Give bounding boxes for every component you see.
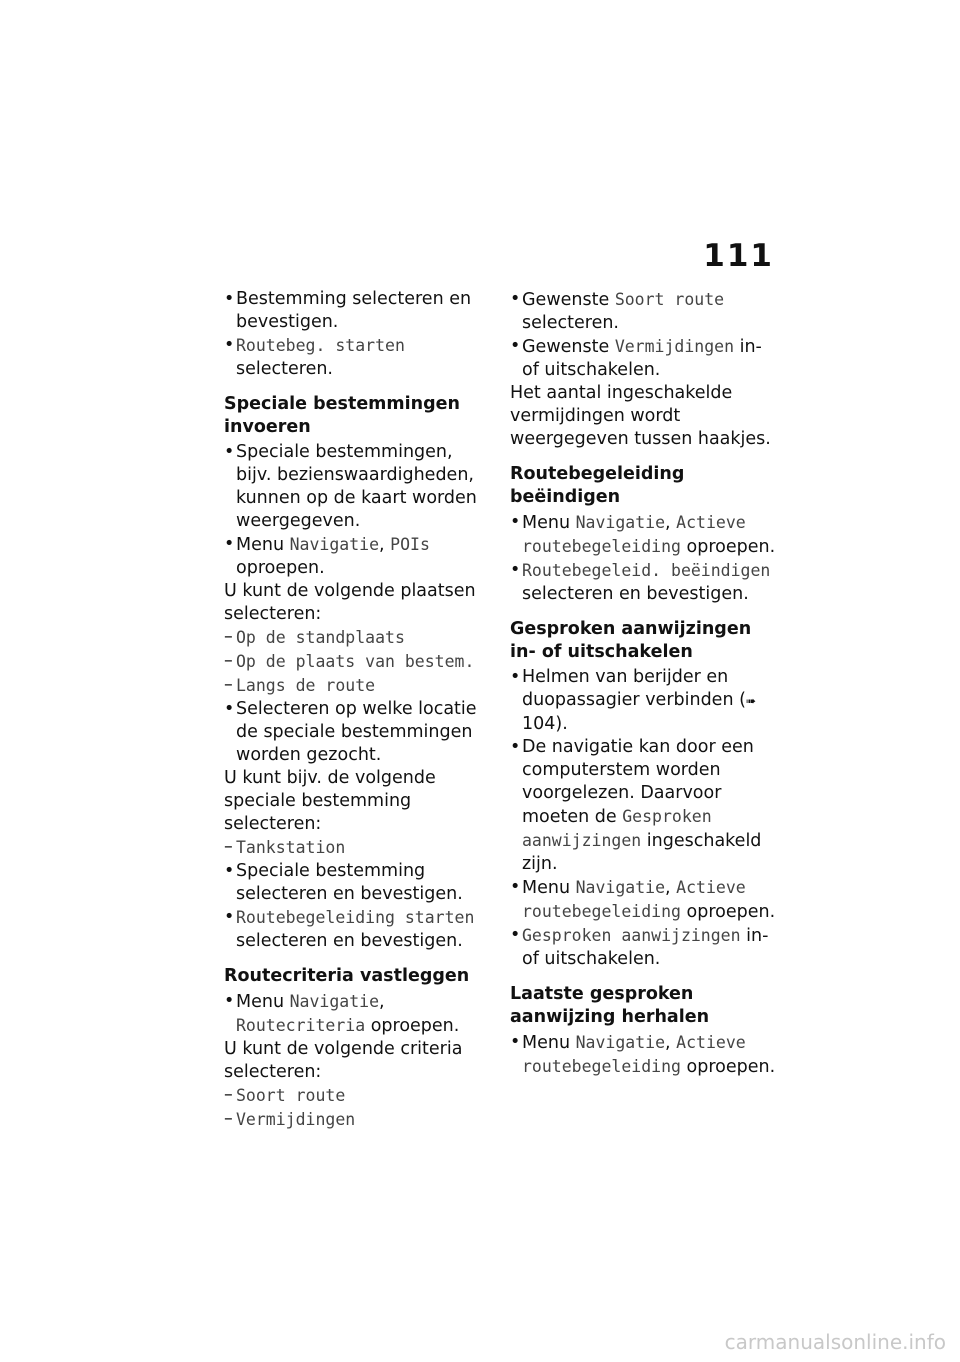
bullet-text: selecteren.: [522, 313, 619, 333]
right-column: [510, 288, 778, 1079]
page-reference-arrow-icon: ➠: [745, 694, 756, 708]
bullet-item: [224, 288, 492, 334]
bullet-item: [510, 736, 778, 876]
separator: ,: [665, 513, 677, 533]
bullet-item: [510, 1031, 778, 1079]
bullet-text: Selecteren op welke locatie de speciale bestemmingen worden gezocht.: [236, 699, 477, 765]
menu-code: Navigatie: [575, 878, 666, 897]
bullet-text: oproepen.: [680, 1057, 776, 1077]
bullet-text: Speciale bestemming selecteren en bevestigen.: [236, 861, 463, 904]
bullet-text: Menu: [522, 878, 576, 898]
bullet-item: [224, 698, 492, 767]
dash-item: [224, 1108, 492, 1132]
bullet-text: De navigatie kan door een computerstem worden voorgelezen. Daarvoor moeten de: [522, 737, 754, 827]
dash-item: [224, 836, 492, 860]
bullet-item: [510, 876, 778, 924]
bullet-text: selecteren en bevestigen.: [522, 584, 749, 604]
menu-code: Routebegeleid. beëindigen: [522, 561, 771, 580]
bullet-text: Menu: [236, 992, 290, 1012]
separator: ,: [665, 1033, 677, 1053]
menu-code: Langs de route: [236, 676, 376, 695]
bullet-text: Bestemming selecteren en bevestigen.: [236, 289, 472, 332]
bullet-text: oproepen.: [680, 902, 776, 922]
menu-code: Op de plaats van bestem.: [236, 652, 475, 671]
bullet-text: ingeschakeld zijn.: [522, 831, 762, 874]
menu-code: Navigatie: [289, 535, 380, 554]
bullet-text: Menu: [236, 535, 290, 555]
menu-code: Navigatie: [575, 1033, 666, 1052]
bullet-item: [224, 860, 492, 906]
bullet-item: [510, 511, 778, 559]
menu-code: Actieve routebegeleiding: [522, 878, 746, 921]
bullet-text: oproepen.: [236, 558, 325, 578]
bullet-item: [224, 334, 492, 381]
menu-code: Routecriteria: [236, 1016, 366, 1035]
separator: ,: [379, 535, 391, 555]
menu-code: Soort route: [614, 290, 725, 309]
paragraph: Het aantal ingeschakelde vermijdingen wordt weergegeven tussen haakjes.: [510, 383, 771, 449]
menu-code: Actieve routebegeleiding: [522, 513, 746, 556]
paragraph: U kunt bijv. de volgende speciale bestemming selecteren:: [224, 768, 436, 834]
menu-code: Vermijdingen: [236, 1110, 356, 1129]
menu-code: Navigatie: [575, 513, 666, 532]
bullet-text: Helmen van berijder en duopassagier verbinden (: [522, 667, 746, 710]
bullet-item: [224, 990, 492, 1038]
bullet-text: Gewenste: [522, 290, 615, 310]
bullet-text: in- of uitschakelen.: [522, 926, 769, 969]
left-column: [224, 288, 492, 1132]
bullet-text: in- of uitschakelen.: [522, 337, 762, 380]
dash-item: [224, 626, 492, 650]
bullet-item: [510, 666, 778, 736]
separator: ,: [379, 992, 385, 1012]
section-heading: Laatste gesproken aanwijzing herhalen: [510, 984, 710, 1027]
menu-code: Routebegeleiding starten: [236, 908, 475, 927]
bullet-text: Menu: [522, 513, 576, 533]
page-reference: 104).: [522, 714, 568, 734]
bullet-item: [224, 441, 492, 533]
bullet-item: [510, 559, 778, 606]
menu-code: Vermijdingen: [614, 337, 735, 356]
menu-code: Gesproken aanwijzingen: [522, 926, 741, 945]
bullet-item: [510, 335, 778, 382]
bullet-text: Menu: [522, 1033, 576, 1053]
bullet-text: oproepen.: [365, 1016, 460, 1036]
bullet-item: [224, 533, 492, 580]
menu-code: Soort route: [236, 1086, 346, 1105]
section-heading: Speciale bestemmingen invoeren: [224, 394, 460, 437]
menu-code: Tankstation: [236, 838, 346, 857]
bullet-text: Gewenste: [522, 337, 615, 357]
dash-item: [224, 650, 492, 674]
menu-code: Op de standplaats: [236, 628, 405, 647]
paragraph: U kunt de volgende plaatsen selecteren:: [224, 581, 476, 624]
section-heading: Routecriteria vastleggen: [224, 966, 470, 986]
dash-item: [224, 1084, 492, 1108]
bullet-text: selecteren.: [236, 359, 333, 379]
menu-code: Actieve routebegeleiding: [522, 1033, 746, 1076]
bullet-item: [224, 906, 492, 953]
separator: ,: [665, 878, 677, 898]
menu-code: POIs: [390, 535, 430, 554]
menu-code: Navigatie: [289, 992, 380, 1011]
bullet-text: oproepen.: [680, 537, 776, 557]
paragraph: U kunt de volgende criteria selecteren:: [224, 1039, 463, 1082]
bullet-text: selecteren en bevestigen.: [236, 931, 463, 951]
bullet-item: [510, 924, 778, 971]
dash-item: [224, 674, 492, 698]
menu-code: Routebeg. starten: [236, 336, 405, 355]
section-heading: Routebegeleiding beëindigen: [510, 464, 685, 507]
bullet-text: Speciale bestemmingen, bijv. bezienswaardigheden, kunnen op de kaart worden weergegeven.: [236, 442, 477, 531]
page-number: 111: [703, 238, 774, 274]
section-heading: Gesproken aanwijzingen in- of uitschakelen: [510, 619, 752, 662]
menu-code: Gesproken aanwijzingen: [522, 807, 712, 850]
bullet-item: [510, 288, 778, 335]
watermark: carmanualsonline.info: [724, 1330, 946, 1354]
